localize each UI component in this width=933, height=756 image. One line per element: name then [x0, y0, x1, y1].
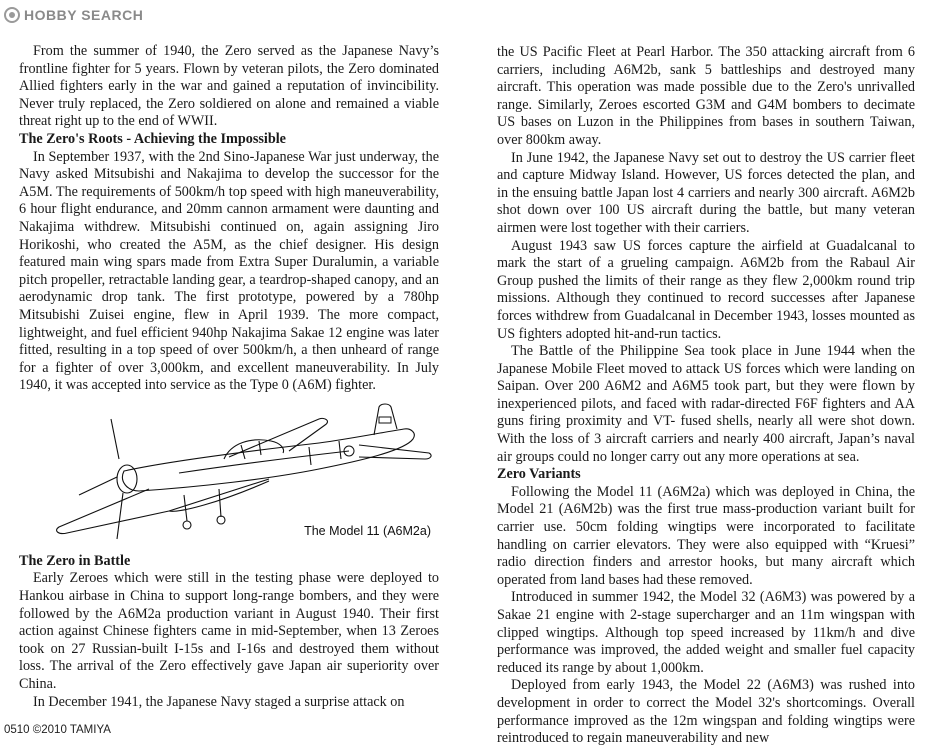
battle-paragraph-1: Early Zeroes which were still in the testing phase were deployed to Hankou airbase in China to support long-range bombers, and they were followed by the A6M2a production variant in August 1940. Their first action against Chinese fighters came in mid-September, when 13 Zeroes took on 27 Russian-built I-15s and I-16s and destroyed them without loss. The arrival of the Zero effectively gave Japan air superiority over China.	[19, 570, 439, 693]
roots-heading: The Zero's Roots - Achieving the Impossible	[19, 130, 286, 147]
philippine-sea-paragraph: The Battle of the Philippine Sea took place in June 1944 when the Japanese Mobile Fleet moved to attack US forces which were landing on Saipan. Over 200 A6M2 and A6M5 took part, but they were flown by inexperienced pilots, and faced with radar-directed F6F fighters and AA guns firing proximity and VT- fused shells, nearly all were shot down. With the loss of 3 aircraft carriers and nearly 400 aircraft, Japan’s naval air groups could no longer carry out any more operations at sea.	[497, 343, 915, 465]
guadalcanal-paragraph: August 1943 saw US forces capture the airfield at Guadalcanal to mark the start of a grueling campaign. A6M2b from the Rabaul Air Group pushed the limits of their range as they flew 2,000km round trip missions. Although they continued to record successes after Japanese forces withdrew from Guadalcanal in December 1943, losses mounted as US fighters adopted hit-and-run tactics.	[497, 237, 915, 342]
variants-paragraph-2: Introduced in summer 1942, the Model 32 (A6M3) was powered by a Sakae 21 engine with 2-stage supercharger and an 11m wingspan with clipped wingtips. Although top speed increased by 11km/h and dive performance was improved, the added weight and smaller fuel capacity reduced its range by about 1,000km.	[497, 589, 915, 676]
right-column	[497, 44, 915, 748]
roots-paragraph: In September 1937, with the 2nd Sino-Japanese War just underway, the Navy asked Mitsubishi and Nakajima to develop the successor for the A5M. The requirements of 500km/h top speed with high maneuverability, 6 hour flight endurance, and 20mm cannon armament were daunting and Nakajima withdrew. Mitsubishi continued on, again assigning Jiro Horikoshi, who created the A5M, as the chief designer. His design featured main wing spars made from Extra Super Duralumin, a variable pitch propeller, retractable landing gear, a teardrop-shaped canopy, and an aerodynamic drop tank. The first prototype, powered by a 780hp Mitsubishi Zuisei engine, flew in April 1939. The more compact, lightweight, and fuel efficient 940hp Nakajima Sakae 12 engine was later fitted, resulting in a top speed of over 500km/h, a then unheard of range for a fighter of over 3,000km, and excellent maneuverability. In July 1940, it was accepted into service as the Type 0 (A6M) fighter.	[19, 148, 439, 394]
intro-paragraph: From the summer of 1940, the Zero served as the Japanese Navy’s frontline fighter for 5 years. Flown by veteran pilots, the Zero dominated Allied fighters early in the war and gained a reputation of invincibility. Never truly replaced, the Zero soldiered on alone and remained a viable threat right up to the end of WWII.	[19, 43, 439, 130]
variants-paragraph-3: Deployed from early 1943, the Model 22 (A6M3) was rushed into development in order to correct the Model 32's shortcomings. Overall performance improved as the 12m wingspan and folding wingtips were reintroduced to regain maneuverability and new	[497, 677, 915, 747]
battle-paragraph-2: In December 1941, the Japanese Navy staged a surprise attack on	[33, 693, 405, 710]
logo-text: HOBBY SEARCH	[24, 7, 144, 23]
figure-caption: The Model 11 (A6M2a)	[304, 524, 431, 539]
battle-heading: The Zero in Battle	[19, 552, 131, 569]
aircraft-figure	[19, 399, 439, 547]
midway-paragraph: In June 1942, the Japanese Navy set out to destroy the US carrier fleet and capture Midway Island. However, US forces detected the plan, and in the ensuing battle Japan lost 4 carriers and nearly 300 aircraft. A6M2b shot down over 100 US aircraft during the battle, but many veteran airmen were lost together with their carriers.	[497, 149, 915, 236]
hobby-search-logo-icon	[4, 7, 20, 23]
left-column	[19, 43, 439, 711]
variants-paragraph-1: Following the Model 11 (A6M2a) which was deployed in China, the Model 21 (A6M2b) was the first true mass-production variant built for carrier use. 50cm folding wingtips were incorporated to facilitate handling on carrier elevators. They were also equipped with “Kruesi” radio direction finders and arrestor hooks, but many aircraft which operated from land bases had these removed.	[497, 483, 915, 588]
variants-heading: Zero Variants	[497, 466, 581, 483]
page-footer: 0510 ©2010 TAMIYA	[4, 724, 111, 736]
pearl-harbor-paragraph: the US Pacific Fleet at Pearl Harbor. The 350 attacking aircraft from 6 carriers, including A6M2b, sank 5 battleships and destroyed many aircraft. This operation was made possible due to the Zero's unrivalled range. Similarly, Zeroes escorted G3M and G4M bombers to decimate US bases on Luzon in the Philippines from bases in southern Taiwan, over 800km away.	[497, 44, 915, 148]
site-logo	[4, 3, 143, 27]
